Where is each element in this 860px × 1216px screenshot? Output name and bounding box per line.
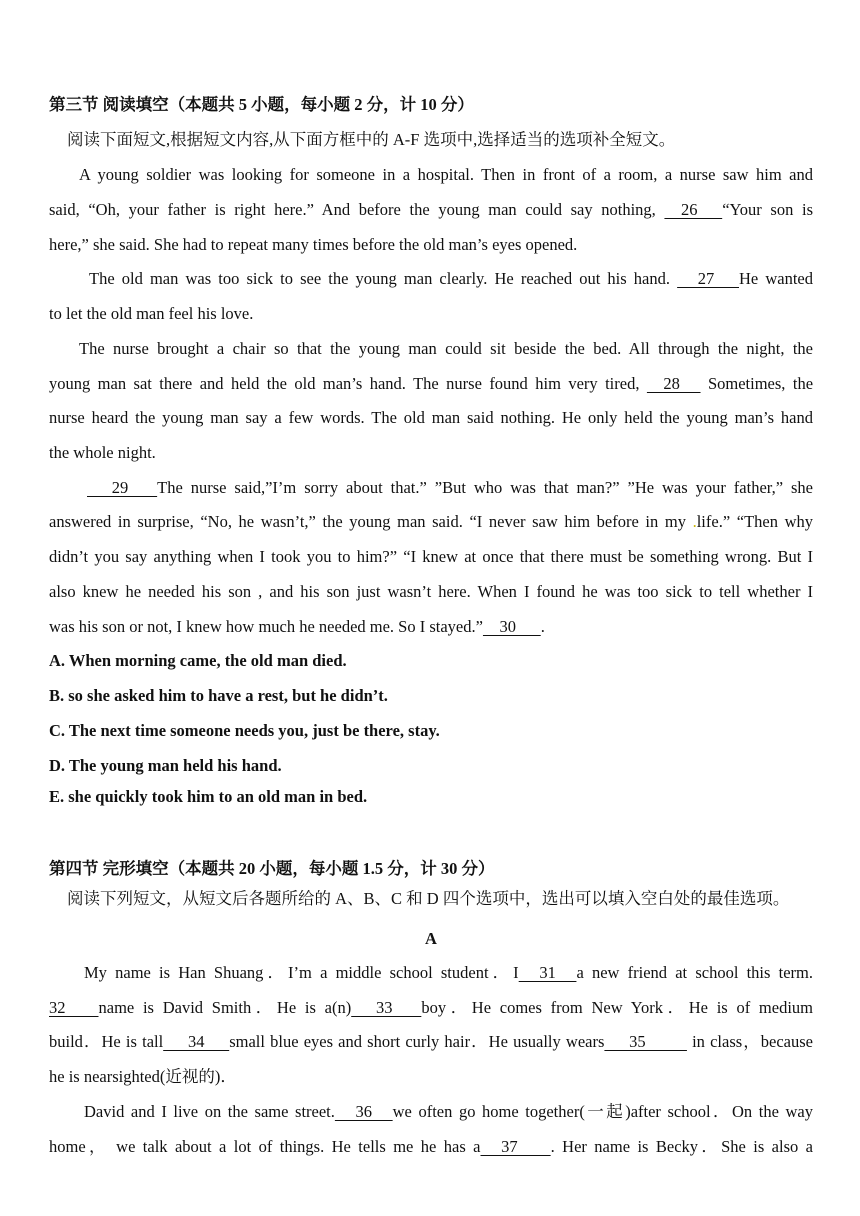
text-span: Sometimes, the (707, 374, 814, 393)
blank-26: 26 (664, 200, 723, 219)
option-b: B. so she asked him to have a rest, but he didn’t. (49, 686, 388, 705)
s4-p1-line3 (49, 1031, 813, 1053)
s3-p3-line2 (49, 373, 813, 395)
blank-34: 34 (163, 1032, 230, 1051)
blank-30: 30 (482, 617, 541, 636)
section3-instruction: 阅读下面短文,根据短文内容,从下面方框中的 A-F 选项中,选择适当的选项补全短文。 (67, 130, 676, 149)
s3-p3-line1: The nurse brought a chair so that the young man could sit beside the bed. All through the night, the (79, 339, 813, 358)
blank-27: 27 (677, 269, 739, 288)
blank-31: 31 (518, 963, 577, 982)
blank-36: 36 (334, 1102, 393, 1121)
text-span: home， we talk about a lot of things. He tells me he has a (49, 1137, 481, 1156)
text-span: David and I live on the same street. (84, 1102, 335, 1121)
text-span: small blue eyes and short curly hair．He usually wears (229, 1032, 605, 1051)
s3-p4-line3: didn’t you say anything when I took you to him?” “I knew at once that there must be something wrong. But I (49, 547, 813, 566)
passage-label: A (425, 929, 437, 948)
s4-p2-line1 (84, 1101, 813, 1123)
s4-p1-line1 (84, 962, 813, 984)
text-span: build．He is tall (49, 1032, 164, 1051)
blank-28: 28 (646, 374, 701, 393)
s3-p3-line4: the whole night. (49, 443, 156, 462)
text-span: said, “Oh, your father is right here.” And before the young man could say nothing, (49, 200, 656, 219)
s4-p1-line4: he is nearsighted(近视的)． (49, 1067, 237, 1086)
s4-p2-line2 (49, 1136, 813, 1158)
s3-p3-line3: nurse heard the young man say a few words. The old man said nothing. He only held the young man’s hand (49, 408, 813, 427)
section4-title: 第四节 完形填空（本题共 20 小题，每小题 1.5 分，计 30 分） (49, 859, 495, 878)
s3-p4-line2 (49, 511, 813, 533)
option-a: A. When morning came, the old man died. (49, 651, 347, 670)
s3-p4-line5 (49, 616, 813, 638)
s3-p1-line3: here,” she said. She had to repeat many times before the old man’s eyes opened. (49, 235, 578, 254)
s3-p2-line2: to let the old man feel his love. (49, 304, 254, 323)
blank-37: 37 (480, 1137, 551, 1156)
text-span: young man sat there and held the old man’s hand. The nurse found him very tired, (49, 374, 640, 393)
text-span: . (540, 617, 545, 636)
s3-p1-line2 (49, 199, 813, 221)
option-e: E. she quickly took him to an old man in bed. (49, 787, 368, 806)
text-span: The nurse said,”I’m sorry about that.” ”But who was that man?” ”He was your father,” she (157, 478, 813, 497)
text-span: boy．He comes from New York．He is of medium (421, 998, 813, 1017)
text-span: answered in surprise, “No, he wasn’t,” the young man said. “I never saw him before in my (49, 512, 686, 531)
option-c: C. The next time someone needs you, just be there, stay. (49, 721, 440, 740)
text-span: name is David Smith．He is a(n) (98, 998, 352, 1017)
s3-p1-line1: A young soldier was looking for someone in a hospital. Then in front of a room, a nurse saw him and (79, 165, 813, 184)
text-span: was his son or not, I knew how much he needed me. So I stayed.” (49, 617, 483, 636)
text-span: My name is Han Shuang．I’m a middle school student．I (84, 963, 519, 982)
text-span: . Her name is Becky．She is also a (550, 1137, 814, 1156)
blank-35: 35 (604, 1032, 687, 1051)
stray-mark: . (692, 512, 697, 531)
s4-p1-line2 (49, 997, 813, 1019)
option-d: D. The young man held his hand. (49, 756, 282, 775)
text-span: we often go home together(一起)after school．On the way (392, 1102, 813, 1121)
blank-33: 33 (351, 998, 422, 1017)
text-span: in class，because (686, 1032, 813, 1051)
section3-title: 第三节 阅读填空（本题共 5 小题，每小题 2 分，计 10 分） (49, 95, 474, 114)
text-span: The old man was too sick to see the young man clearly. He reached out his hand. (89, 269, 670, 288)
s3-p4-line1 (87, 477, 813, 499)
section4-instruction: 阅读下列短文，从短文后各题所给的 A、B、C 和 D 四个选项中，选出可以填入空白处的最佳选项。 (67, 889, 790, 908)
s3-p4-line4: also knew he needed his son , and his son just wasn’t here. When I found he was too sick to tell whether I (49, 582, 813, 601)
s3-p2-line1 (89, 268, 813, 290)
text-span: He wanted (739, 269, 813, 288)
text-span: “Your son is (722, 200, 813, 219)
blank-32: 32 (49, 998, 99, 1017)
blank-29: 29 (87, 478, 158, 497)
text-span: life.” “Then why (696, 512, 814, 531)
text-span: a new friend at school this term. (576, 963, 813, 982)
